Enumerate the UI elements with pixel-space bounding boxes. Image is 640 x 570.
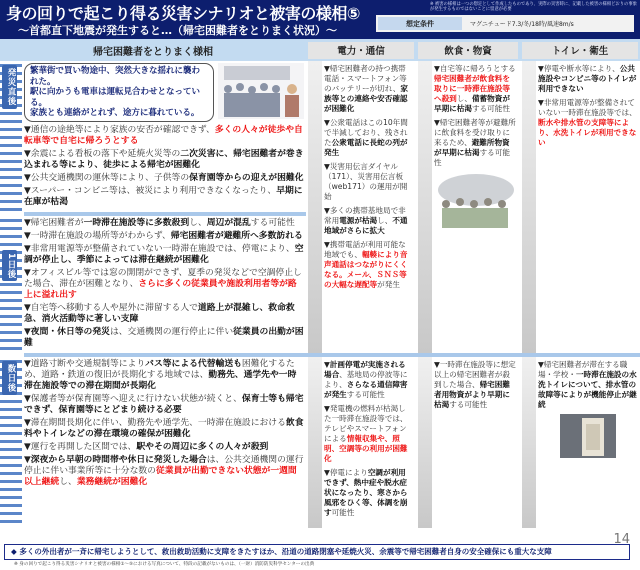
- callout-line: 繁華街で買い物途中、突然大きな揺れに襲われた。: [30, 66, 201, 87]
- emphasis-text: 避難所物資が早期に枯渇: [434, 138, 510, 157]
- phase-block-one-day: [0, 216, 306, 353]
- bullet-triangle-icon: ▼: [24, 454, 31, 465]
- bullet-triangle-icon: ▼: [434, 359, 440, 369]
- bullet-item: [538, 98, 637, 148]
- crowd-station-illustration: [218, 63, 304, 119]
- bullet-triangle-icon: ▼: [24, 326, 31, 337]
- toilet-bottom: [538, 360, 637, 410]
- bullet-item: [24, 173, 304, 184]
- body-text: が発生: [377, 280, 400, 289]
- bullet-triangle-icon: ▼: [324, 359, 330, 369]
- bullet-triangle-icon: ▼: [24, 243, 31, 254]
- column-header-row: [0, 39, 640, 61]
- callout-line: 駅に向かうも電車は運転見合わせとなっている。: [30, 87, 201, 108]
- emphasis-text: 早期に在庫が枯渇: [24, 185, 303, 207]
- bullet-item: [24, 149, 304, 171]
- emphasis-text: 勤務先、通学先や一時滞在施設等での滞在期間が長期化: [24, 369, 297, 391]
- body-text: 通信の途絶等により家族の安否が確認できず、: [30, 124, 215, 135]
- body-text: 余震による看板の落下や延焼火災等の: [30, 148, 181, 159]
- phase-block-immediate: [0, 61, 306, 212]
- body-text: 帰宅困難者等が避難所に飲食料を受け取りに来るため、: [434, 118, 516, 147]
- emphasis-text: 一時滞在施設等に多数殺到: [83, 217, 190, 228]
- left-section-immediate: [24, 125, 304, 208]
- bullet-item: [24, 418, 304, 440]
- emphasis-text: 備蓄物資が早期に枯渇: [434, 94, 510, 113]
- emphasis-text: 空調が停止し、季節によっては滞在継続が困難化: [24, 243, 304, 265]
- emphasis-text: 空調が利用できず、熱中症や脱水症状になったり、寒さから風邪をひく等、体調を崩す: [324, 467, 408, 517]
- bullet-item: [24, 268, 304, 301]
- emphasis-text: 一時滞在施設の水洗トイレについて、排水管の故障等によりが機能停止が継続: [538, 369, 637, 409]
- left-section-several-days: [24, 359, 304, 488]
- emphasis-text: 従業員の出勤が困難: [24, 326, 304, 348]
- power-top: [324, 64, 413, 290]
- body-text: 道路寸断や交通規制等により: [30, 358, 146, 369]
- bullet-item: [24, 327, 304, 349]
- bullet-item: [24, 244, 304, 266]
- bullet-triangle-icon: ▼: [324, 162, 330, 171]
- page-number-row: [0, 528, 640, 547]
- emphasis-text: 駅やその周辺に多くの人々が殺到: [136, 441, 269, 452]
- bullet-triangle-icon: ▼: [324, 240, 330, 249]
- bullet-item: [24, 231, 304, 242]
- power-bottom: [324, 360, 413, 518]
- bullet-item: [434, 118, 517, 168]
- bullet-triangle-icon: ▼: [24, 185, 31, 196]
- bullet-item: [324, 118, 413, 158]
- bullet-item: [434, 360, 517, 410]
- bullet-item: [24, 125, 304, 147]
- bullet-triangle-icon: ▼: [324, 403, 330, 413]
- body-text: オフィスビル等では窓の開閉ができず、夏季の発災などで空調停止した場合、滞在が困難となり、: [24, 267, 302, 289]
- bullet-triangle-icon: ▼: [434, 64, 440, 73]
- bullet-item: [24, 359, 304, 392]
- emphasis-text: 公衆電話に長蛇の列が発生: [324, 138, 408, 157]
- body-text: 公衆電話はこの10年間で半減しており、残された: [324, 118, 408, 147]
- body-text: は、交通機関の運行停止に伴い: [109, 326, 234, 337]
- body-text: し、: [377, 216, 393, 225]
- phase-block-several-days: [0, 357, 306, 528]
- body-text: する可能性: [449, 399, 488, 409]
- page-subtitle: ～首都直下地震が発生すると…（帰宅困難者をとりまく状況）～: [18, 24, 337, 37]
- body-text: 帰宅困難者が滞在する職場・学校・: [538, 359, 628, 379]
- bullet-triangle-icon: ▼: [538, 64, 544, 73]
- emphasis-text: 二次災害に、帰宅困難者が巻き込まれる等により、徒歩による帰宅が困難化: [24, 148, 304, 170]
- body-text: 運行を再開した区間では、: [30, 441, 137, 452]
- body-text: 自宅等へ移動する人や屋外に滞留する人で: [30, 302, 198, 313]
- toilet-top-cell: [520, 61, 640, 353]
- emphasis-text: さらなる通信障害が発生: [324, 379, 408, 399]
- body-text: 停電により: [329, 467, 368, 477]
- bullet-triangle-icon: ▼: [24, 217, 31, 228]
- body-text: する可能性: [346, 389, 385, 399]
- bullet-item: [538, 64, 637, 94]
- bullet-item: [324, 64, 413, 114]
- bullet-item: [324, 468, 413, 518]
- footnote: ※ 身の回りで起こり得る災害シナリオと被害の様相①～⑤における写真について、特段の記載がないものは、（一財）消防防災科学センターの出典: [14, 561, 315, 567]
- power-bottom-cell: [306, 357, 416, 528]
- body-text: 一時滞在施設の場所等がわからず、: [30, 230, 171, 241]
- conditions-value: マグニチュード7.3/冬/18時/風速8m/s: [470, 21, 574, 28]
- page-title: 身の回りで起こり得る災害シナリオと被害の様相⑤: [6, 4, 360, 23]
- bullet-triangle-icon: ▼: [24, 302, 31, 313]
- main-grid: [0, 61, 640, 528]
- bullet-item: [324, 206, 413, 236]
- body-text: 多くの携帯基地局で非常用: [324, 206, 406, 225]
- highlight-text: 多くの人々が徒歩や自転車等で自宅に帰ろうとする: [24, 124, 303, 146]
- emphasis-text: 夜間・休日等の発災: [30, 326, 110, 337]
- bullet-triangle-icon: ▼: [24, 441, 31, 452]
- body-text: は、公共交通機関の運行停止に伴い事業所等に十分な数の: [24, 454, 304, 476]
- phase-label-immediate: 発災直後: [2, 65, 17, 109]
- left-section-one-day: [24, 218, 304, 349]
- highlight-text: 断水や排水管の支障等により、水洗トイレが利用できない: [538, 118, 637, 147]
- body-text: する可能性: [471, 104, 510, 113]
- highlight-text: 情報収集や、照明、空調等の利用が困難化: [324, 433, 408, 463]
- bullet-triangle-icon: ▼: [324, 467, 330, 477]
- bullet-item: [24, 394, 304, 416]
- body-text: 携帯電話が利用可能な地域でも、: [324, 240, 406, 259]
- body-text: 公共交通機関の運休等により、子供等の: [30, 172, 190, 183]
- timeline-chevron-strip: [0, 61, 22, 212]
- body-text: し、: [189, 217, 207, 228]
- bullet-item: [324, 360, 413, 400]
- portable-toilet-photo: [560, 414, 616, 458]
- bullet-triangle-icon: ▼: [324, 64, 330, 73]
- emphasis-text: 飲食料やトイレなどの滞在環境の確保が困難化: [24, 417, 304, 439]
- toilet-bottom-cell: [520, 357, 640, 528]
- phase-label-several-days: 数日後: [2, 361, 17, 396]
- body-text: 非常用電源等が整備されていない一時滞在施設等では、: [538, 98, 637, 117]
- body-text: する可能性: [434, 148, 510, 167]
- emphasis-text: 保育園等からの迎えが困難化: [189, 172, 304, 183]
- food-bottom-cell: [416, 357, 520, 528]
- column-header-toilet: トイレ・衛生: [522, 42, 638, 59]
- emphasis-text: バス等による代替輸送も: [145, 358, 242, 369]
- column-header-left: 帰宅困難者をとりまく様相: [93, 46, 213, 58]
- bullet-item: [324, 404, 413, 464]
- emphasis-text: 深夜から早朝の時間帯や休日に発災した場合: [30, 454, 207, 465]
- body-text: 帰宅困難者が: [30, 217, 84, 228]
- body-text: 、基地局の停波等により、: [324, 369, 408, 389]
- highlight-text: 従業員が出勤できない状態が一週間以上継続: [24, 465, 297, 487]
- body-text: 帰宅困難者の持つ携帯電話・スマートフォン等のバッテリーが切れ、: [324, 64, 407, 93]
- body-text: スーパー・コンビニ等は、被災により利用できなくなったり、: [30, 185, 277, 196]
- bullet-triangle-icon: ▼: [24, 393, 31, 404]
- bullet-item: [24, 303, 304, 325]
- header-bar: [0, 0, 640, 39]
- body-text: 停電や断水等により、: [543, 64, 620, 73]
- evacuee-crowd-illustration: [436, 172, 516, 230]
- bullet-item: [24, 218, 304, 229]
- body-text: し、: [59, 476, 77, 487]
- emphasis-text: 帰宅困難者用物資がより早期に枯渇: [434, 379, 510, 409]
- bullet-triangle-icon: ▼: [538, 359, 544, 369]
- body-text: 可能性: [331, 507, 355, 517]
- body-text: 自宅等に帰ろうとする: [439, 64, 516, 73]
- emphasis-text: 周辺が混乱: [206, 217, 251, 228]
- bullet-item: [24, 455, 304, 488]
- callout-line: 家族とも連絡がとれず、途方に暮れている。: [30, 108, 200, 118]
- column-header-food: 飲食・物資: [418, 42, 518, 59]
- summary-banner: ◆ 多くの外出者が一斉に帰宅しようとして、救出救助活動に支障をきたすほか、沿道の道路閉塞や延焼火災、余震等で帰宅困難者自身の安全確保にも重大な支障: [4, 544, 630, 560]
- emphasis-text: 保育士等も帰宅できず、保育園等にとどまり続ける必要: [24, 393, 304, 415]
- body-text: 一時滞在施設等に想定以上の帰宅困難者が殺到した場合、: [434, 359, 516, 389]
- page-number: 14: [613, 531, 630, 547]
- emphasis-text: 電源が枯渇: [339, 216, 378, 225]
- bullet-item: [24, 442, 304, 453]
- toilet-top: [538, 64, 637, 148]
- bullet-triangle-icon: ▼: [24, 358, 31, 369]
- emphasis-text: 公共施設やコンビニ等のトイレが利用できない: [538, 64, 637, 93]
- bullet-item: [434, 64, 517, 114]
- body-text: 滞在期間長期化に伴い、勤務先や通学先、一時滞在施設における: [30, 417, 286, 428]
- highlight-text: さらに多くの従業員や施設利用者等が路上に溢れ出す: [24, 278, 297, 300]
- body-text: し、: [456, 94, 472, 103]
- body-text: する可能性: [250, 217, 295, 228]
- timeline-chevron-strip: [0, 357, 22, 528]
- column-header-power: 電力・通信: [308, 42, 414, 59]
- bullet-triangle-icon: ▼: [538, 98, 544, 107]
- bullet-triangle-icon: ▼: [324, 118, 330, 127]
- bullet-triangle-icon: ▼: [24, 267, 31, 278]
- body-text: 困難化するため、道路・鉄道の復旧が長期化する地域では、: [24, 358, 295, 380]
- body-text: 発電機の燃料が枯渇した一時滞在施設等では、テレビやスマートフォンによる: [324, 403, 408, 443]
- emphasis-text: 計画停電が実施される場合: [324, 359, 406, 379]
- bullet-triangle-icon: ▼: [24, 172, 31, 183]
- emphasis-text: 帰宅困難者が避難所へ多数訪れる: [170, 230, 303, 241]
- bullet-item: [24, 186, 304, 208]
- conditions-box: [376, 15, 634, 32]
- power-top-cell: [306, 61, 416, 353]
- left-top-cell: [0, 61, 306, 353]
- highlight-text: 輻輳により音声通話はつながりにくくなる。メール、ＳＮＳ等の大幅な遅配等: [324, 250, 408, 289]
- food-top: [434, 64, 517, 168]
- emphasis-text: 道路上が混雑し、救命救急、消火活動等に著しい支障: [24, 302, 295, 324]
- food-top-cell: [416, 61, 520, 353]
- emphasis-text: 不通地域がさらに拡大: [324, 216, 408, 235]
- body-text: 非常用電源等が整備されていない一時滞在施設では、停電により、: [30, 243, 295, 254]
- bullet-item: [324, 240, 413, 290]
- bullet-triangle-icon: ▼: [434, 118, 440, 127]
- highlight-text: 帰宅困難者が飲食料を取りに一時滞在施設等へ殺到: [434, 74, 510, 103]
- emphasis-text: 家族等との連絡や安否確認が困難化: [324, 84, 408, 113]
- bullet-triangle-icon: ▼: [24, 148, 31, 159]
- timeline-chevron-strip: [0, 216, 22, 353]
- bullet-triangle-icon: ▼: [324, 206, 330, 215]
- body-text: 保護者等が保育園等へ迎えに行けない状態が続くと、: [30, 393, 242, 404]
- highlight-text: 業務継続が困難化: [76, 476, 148, 487]
- bullet-triangle-icon: ▼: [24, 124, 31, 135]
- bullet-triangle-icon: ▼: [24, 230, 31, 241]
- conditions-label: 想定条件: [378, 17, 462, 30]
- food-bottom: [434, 360, 517, 410]
- disclaimer-note: ※ 被害の様相は一つの想定として作成したものであり、実際の災害時に、記載した被害の様相どおりの事象が発生するものではないことに留意が必要: [430, 2, 637, 12]
- body-text: 災害用伝言ダイヤル（171）、災害用伝言板（web171）の運用が開始: [324, 162, 408, 201]
- bullet-item: [538, 360, 637, 410]
- scenario-speech-bubble: [24, 63, 214, 122]
- phase-label-one-day: 1日後: [2, 250, 17, 282]
- bullet-triangle-icon: ▼: [24, 417, 31, 428]
- bullet-item: [324, 162, 413, 202]
